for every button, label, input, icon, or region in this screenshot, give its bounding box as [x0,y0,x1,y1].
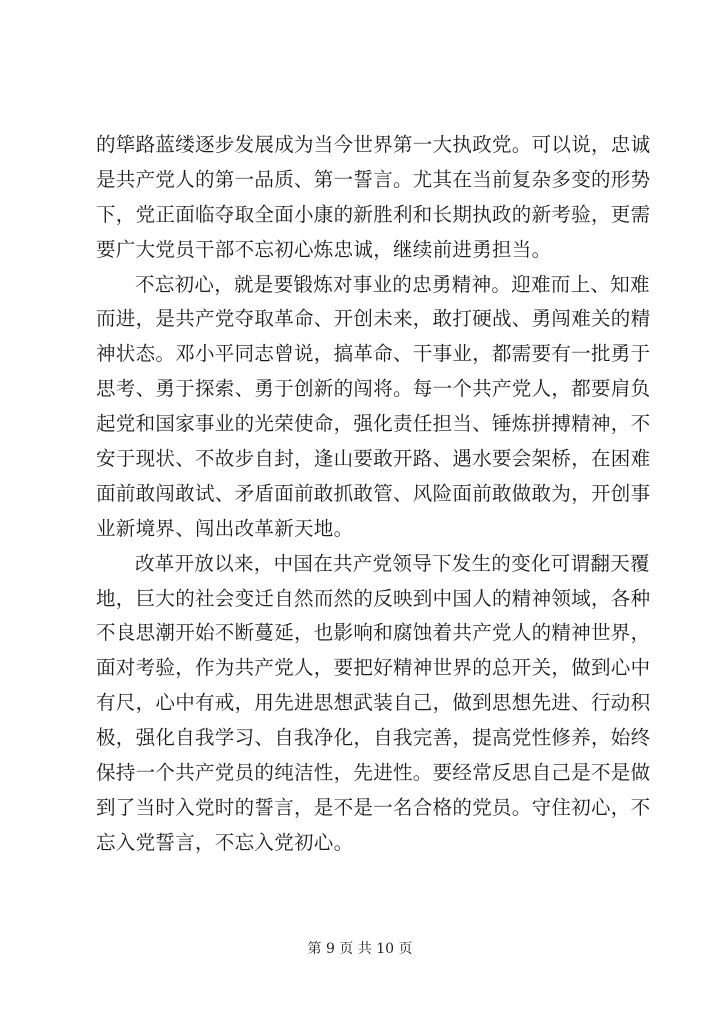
text-line: 的筚路蓝缕逐步发展成为当今世界第一大执政党。可以说，忠诚 [96,133,651,156]
text-line: 地，巨大的社会变迁自然而然的反映到中国人的精神领域，各种 [96,586,651,610]
paragraph-3 [96,547,651,861]
text-line: 思考、勇于探索、勇于创新的闯将。每一个共产党人，都要肩负 [96,377,651,401]
text-line: 不良思潮开始不断蔓延，也影响和腐蚀着共产党人的精神世界， [96,621,651,645]
text-line: 忘入党誓言，不忘入党初心。 [96,830,354,854]
text-line: 而进，是共产党夺取革命、开创未来，敢打硬战、勇闯难关的精 [96,307,651,331]
text-line: 下，党正面临夺取全面小康的新胜利和长期执政的新考验，更需 [96,202,651,226]
text-line: 到了当时入党时的誓言，是不是一名合格的党员。守住初心，不 [96,795,651,819]
document-body [96,128,651,861]
text-line: 要广大党员干部不忘初心炼忠诚，继续前进勇担当。 [96,237,552,261]
page-number-footer: 第 9 页 共 10 页 [307,941,413,957]
paragraph-1 [96,128,651,268]
paragraph-2 [96,268,651,547]
text-line: 改革开放以来，中国在共产党领导下发生的变化可谓翻天覆 [135,551,650,575]
text-line: 保持一个共产党员的纯洁性，先进性。要经常反思自己是不是做 [96,761,651,785]
text-line: 安于现状、不故步自封，逢山要敢开路、遇水要会架桥，在困难 [96,447,651,471]
text-line: 极，强化自我学习、自我净化，自我完善，提高党性修养，始终 [96,726,651,750]
text-line: 不忘初心，就是要锻炼对事业的忠勇精神。迎难而上、知难 [135,272,650,296]
text-line: 起党和国家事业的光荣使命，强化责任担当、锤炼拼搏精神，不 [96,412,651,436]
text-line: 神状态。邓小平同志曾说，搞革命、干事业，都需要有一批勇于 [96,342,651,366]
text-line: 面对考验，作为共产党人，要把好精神世界的总开关，做到心中 [96,656,651,680]
text-line: 是共产党人的第一品质、第一誓言。尤其在当前复杂多变的形势 [96,167,651,191]
text-line: 面前敢闯敢试、矛盾面前敢抓敢管、风险面前敢做敢为，开创事 [96,481,651,505]
text-line: 业新境界、闯出改革新天地。 [96,516,354,540]
text-line: 有尺，心中有戒，用先进思想武装自己，做到思想先进、行动积 [96,691,651,715]
